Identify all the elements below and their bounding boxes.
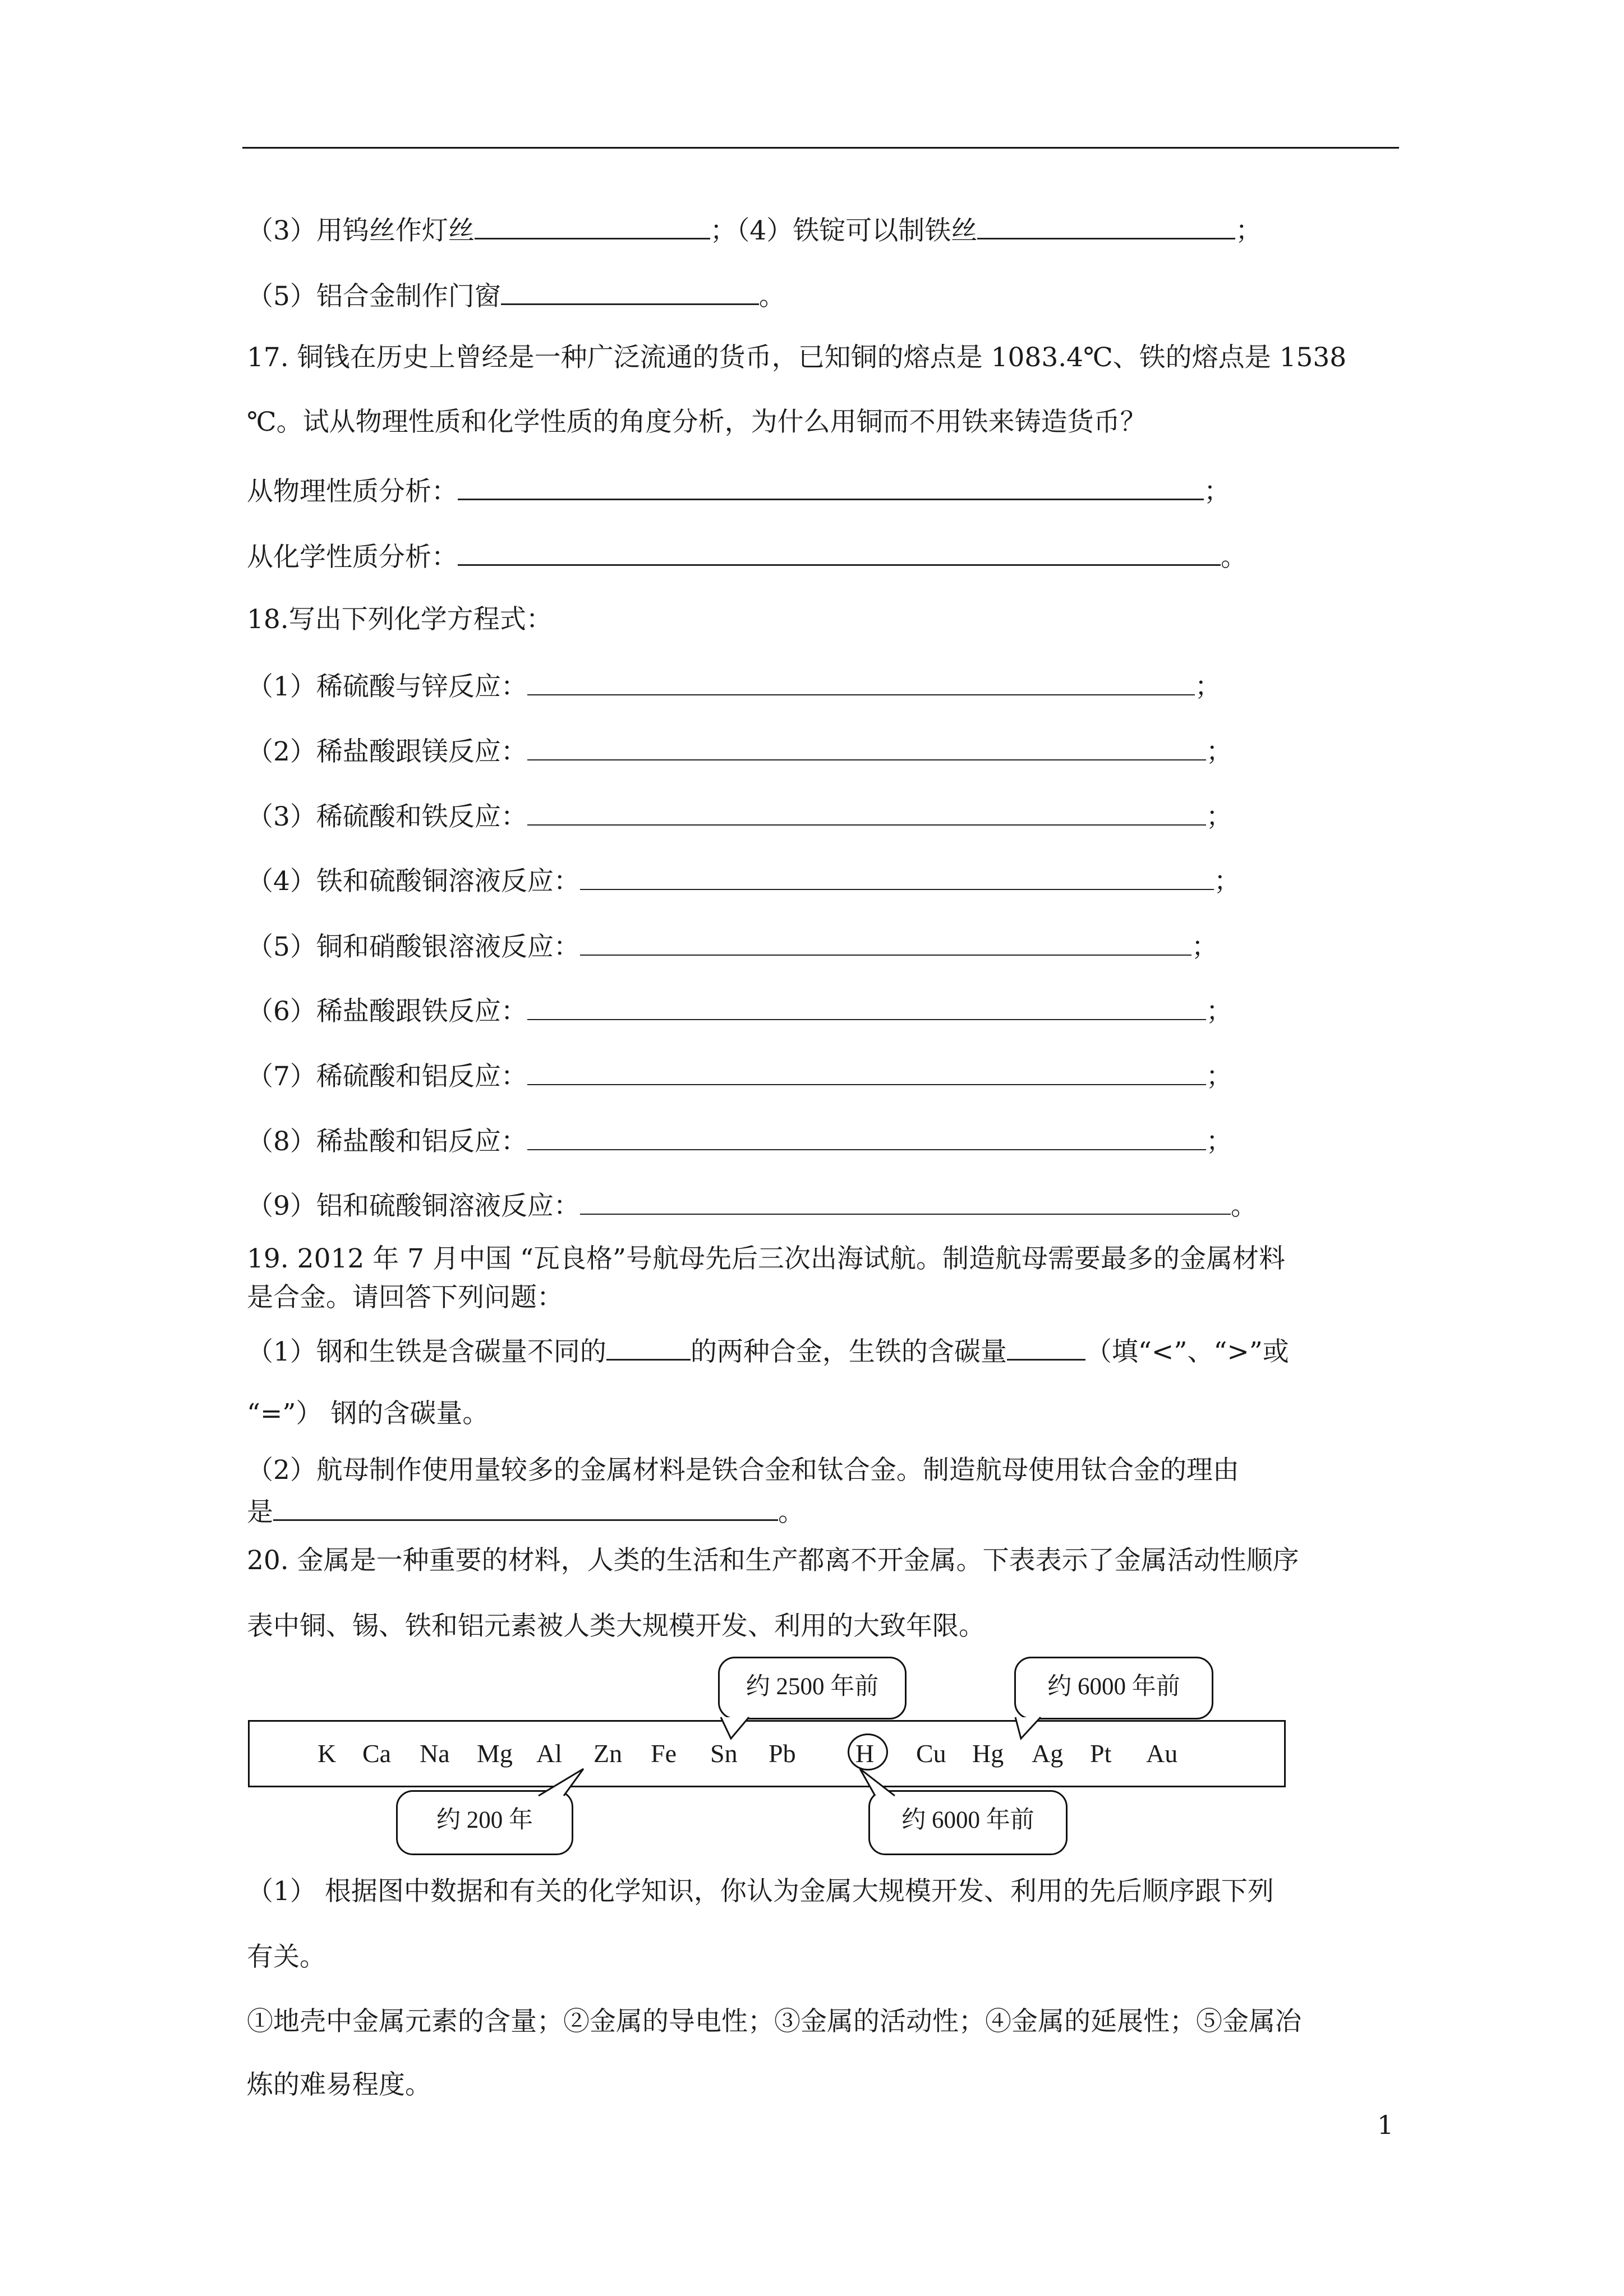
text-segment: ； (1204, 476, 1230, 507)
metal-symbol-k: K (318, 1739, 337, 1768)
text-segment: （2）稀盐酸跟镁反应： (247, 736, 527, 767)
line-q20-b (247, 1610, 985, 1643)
text-segment: ； (1206, 996, 1232, 1027)
text-segment: 。 (758, 281, 785, 312)
metal-symbol-hg: Hg (972, 1739, 1004, 1768)
text-segment: （1）稀硫酸与锌反应： (247, 671, 527, 702)
answer-blank[interactable] (527, 668, 1195, 695)
line-q16-3-4 (247, 212, 1262, 248)
callout-sn: 约 2500 年前 (718, 1657, 907, 1719)
text-segment: （7）稀硫酸和铝反应： (247, 1061, 527, 1092)
text-segment: ； (1191, 932, 1218, 962)
line-q18 (247, 603, 553, 637)
line-q20-1b (247, 1940, 326, 1974)
answer-blank[interactable] (475, 212, 710, 239)
callout-au-tail (855, 1767, 906, 1797)
line-q18-9 (247, 1188, 1257, 1223)
text-segment: （5）铝合金制作门窗 (247, 281, 501, 312)
text-segment: 从化学性质分析： (247, 542, 458, 573)
text-segment: 是合金。请回答下列问题： (247, 1282, 563, 1313)
line-q19-2b (247, 1493, 804, 1529)
callout-au: 约 6000 年前 (868, 1790, 1068, 1855)
line-q18-5 (247, 929, 1218, 964)
text-segment: （5）铜和硝酸银溶液反应： (247, 932, 580, 962)
hydrogen-circle (848, 1733, 888, 1771)
text-segment: （1） 根据图中数据和有关的化学知识，你认为金属大规模开发、利用的先后顺序跟下列 (247, 1876, 1274, 1907)
text-segment: ； (1206, 801, 1232, 832)
line-q19-2a (247, 1454, 1239, 1487)
answer-blank[interactable] (527, 1058, 1206, 1085)
metal-symbol-cu: Cu (916, 1739, 946, 1768)
line-q20-a (247, 1544, 1299, 1578)
line-q16-5 (247, 278, 785, 313)
callout-cu-tail (1010, 1716, 1055, 1741)
text-segment: ； (1206, 1061, 1232, 1092)
line-q19-a (247, 1242, 1285, 1276)
line-q18-7 (247, 1058, 1232, 1094)
line-q18-1 (247, 668, 1221, 704)
text-segment: “=”） 钢的含碳量。 (247, 1398, 489, 1429)
answer-blank[interactable] (458, 538, 1221, 566)
answer-blank[interactable] (458, 473, 1204, 500)
callout-al-tail (530, 1767, 592, 1797)
metal-symbol-sn: Sn (710, 1739, 738, 1768)
text-segment: 炼的难易程度。 (247, 2069, 431, 2100)
text-segment: （1）钢和生铁是含碳量不同的 (247, 1336, 606, 1367)
line-q17-a (247, 341, 1346, 375)
callout-al: 约 200 年 (396, 1790, 573, 1855)
line-q18-6 (247, 993, 1232, 1029)
line-q18-8 (247, 1123, 1232, 1159)
answer-blank[interactable] (527, 1123, 1206, 1150)
line-q17-b (247, 405, 1147, 439)
page-number: 1 (1377, 2110, 1394, 2140)
line-q17-chem (247, 538, 1247, 574)
line-q19-1a (247, 1333, 1289, 1369)
text-segment: ； (1213, 866, 1240, 897)
text-segment: （6）稀盐酸跟铁反应： (247, 996, 527, 1027)
text-segment: ； (1235, 215, 1262, 246)
metal-symbol-h: H (855, 1739, 875, 1768)
callout-sn-tail (715, 1716, 760, 1741)
text-segment: ； (1206, 736, 1232, 767)
metal-symbol-pt: Pt (1090, 1739, 1112, 1768)
text-segment: 的两种合金，生铁的含碳量 (690, 1336, 1007, 1367)
callout-cu: 约 6000 年前 (1014, 1657, 1213, 1719)
text-segment: （8）稀盐酸和铝反应： (247, 1126, 527, 1157)
metal-symbol-al: Al (536, 1739, 562, 1768)
metal-symbol-pb: Pb (769, 1739, 796, 1768)
text-segment: （3）用钨丝作灯丝 (247, 215, 475, 246)
line-q18-2 (247, 734, 1232, 769)
text-segment: 有关。 (247, 1942, 326, 1972)
text-segment: ； (1206, 1126, 1232, 1157)
line-q19-b (247, 1281, 563, 1315)
line-q20-opts2 (247, 2068, 431, 2102)
text-segment: （9）铝和硫酸铜溶液反应： (247, 1191, 580, 1221)
answer-blank[interactable] (580, 929, 1191, 956)
metal-activity-series-table (248, 1720, 1286, 1787)
line-q18-4 (247, 863, 1240, 898)
text-segment: 是 (247, 1497, 273, 1528)
metal-symbol-mg: Mg (477, 1739, 513, 1768)
text-segment: ①地壳中金属元素的含量；②金属的导电性；③金属的活动性；④金属的延展性；⑤金属冶 (247, 2006, 1301, 2037)
text-segment: ； (1194, 671, 1221, 702)
metal-symbol-fe: Fe (651, 1739, 677, 1768)
answer-blank[interactable] (527, 799, 1206, 826)
text-segment: 20. 金属是一种重要的材料，人类的生活和生产都离不开金属。下表表示了金属活动性顺序 (247, 1545, 1299, 1576)
text-segment: （填“<”、“>”或 (1085, 1336, 1289, 1367)
text-segment: （4）铁和硫酸铜溶液反应： (247, 866, 580, 897)
text-segment: 。 (1230, 1191, 1257, 1221)
answer-blank[interactable] (273, 1493, 778, 1521)
text-segment: ℃。试从物理性质和化学性质的角度分析，为什么用铜而不用铁来铸造货币？ (247, 407, 1147, 437)
line-q19-1b (247, 1397, 489, 1431)
answer-blank[interactable] (580, 1188, 1231, 1215)
answer-blank[interactable] (501, 278, 759, 305)
text-segment: 。 (1221, 542, 1247, 573)
metal-symbol-ca: Ca (362, 1739, 392, 1768)
answer-blank[interactable] (580, 863, 1214, 890)
metal-symbol-zn: Zn (594, 1739, 623, 1768)
text-segment: 18.写出下列化学方程式： (247, 604, 553, 635)
metal-symbol-na: Na (420, 1739, 450, 1768)
answer-blank[interactable] (977, 212, 1235, 239)
text-segment: ；（4）铁锭可以制铁丝 (710, 215, 978, 246)
header-rule (242, 147, 1399, 149)
answer-blank[interactable] (1007, 1333, 1085, 1361)
metal-symbol-ag: Ag (1032, 1739, 1064, 1768)
answer-blank[interactable] (606, 1333, 691, 1361)
text-segment: （3）稀硫酸和铁反应： (247, 801, 527, 832)
line-q20-1 (247, 1875, 1274, 1908)
text-segment: 19. 2012 年 7 月中国 “瓦良格”号航母先后三次出海试航。制造航母需要最多的金属材料 (247, 1243, 1286, 1274)
text-segment: 从物理性质分析： (247, 476, 458, 507)
answer-blank[interactable] (527, 993, 1206, 1020)
line-q18-3 (247, 799, 1232, 834)
line-q17-phys (247, 473, 1230, 509)
text-segment: （2）航母制作使用量较多的金属材料是铁合金和钛合金。制造航母使用钛合金的理由 (247, 1455, 1239, 1486)
text-segment: 表中铜、锡、铁和铝元素被人类大规模开发、利用的大致年限。 (247, 1611, 985, 1642)
text-segment: 17. 铜钱在历史上曾经是一种广泛流通的货币，已知铜的熔点是 1083.4℃、铁的熔点是 1538 (247, 342, 1347, 373)
metal-symbol-au: Au (1146, 1739, 1178, 1768)
text-segment: 。 (778, 1497, 804, 1528)
answer-blank[interactable] (527, 734, 1206, 760)
line-q20-opts (247, 2005, 1301, 2039)
